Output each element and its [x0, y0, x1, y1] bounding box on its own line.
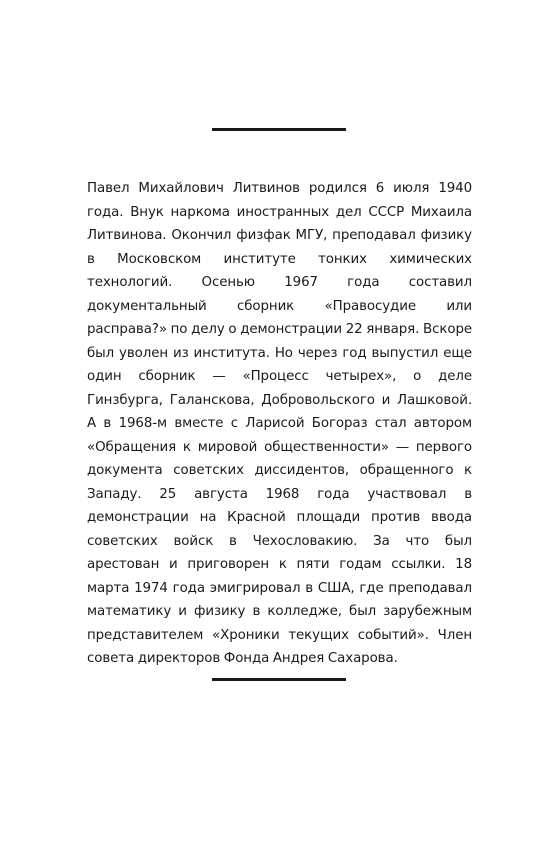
biography-paragraph: Павел Михайлович Литвинов родился 6 июля 1940 года. Внук наркома иностранных дел СССР Михаила Литвинова. Окончил физфак МГУ, преподавал физику в Московском институте тонких химических технологий. Осенью 1967 года составил документальный сборник «Правосудие или расправа?» по делу о демонстрации 22 января. Вскоре был уволен из института. Но через год выпустил еще один сборник — «Процесс четырех», о деле Гинзбурга, Галанскова, Добровольского и Лашковой. А в 1968-м вместе с Ларисой Богораз стал автором «Обращения к мировой общественности» — первого документа советских диссидентов, обращенного к Западу. 25 августа 1968 года участвовал в демонстрации на Красной площади против ввода советских войск в Чехословакию. За что был арестован и приговорен к пяти годам ссылки. 18 марта 1974 года эмигрировал в США, где преподавал математику и физику в колледже, был зарубежным представителем «Хроники текущих событий». Член совета директоров Фонда Андрея Сахарова. — [87, 181, 472, 666]
top-divider-rule — [212, 128, 346, 131]
bottom-divider-rule — [212, 678, 346, 681]
